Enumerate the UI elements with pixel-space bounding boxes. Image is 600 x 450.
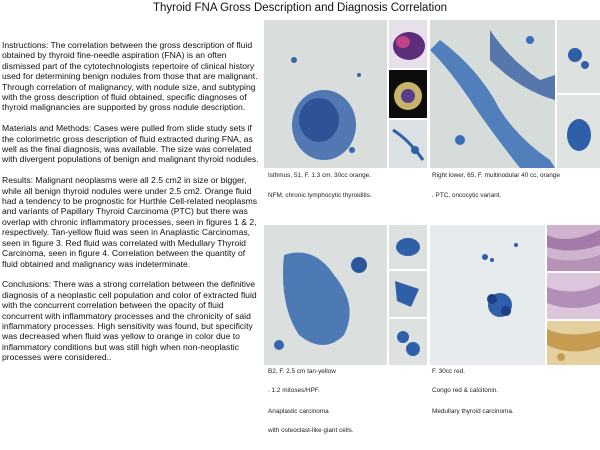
figure-3-inset-top (389, 225, 427, 269)
figure-4-inset-bottom (547, 321, 600, 365)
figure-3-caption-line-1: B2, F. 2.5 cm tan-yellow (268, 368, 336, 375)
figure-4-caption-line-2: Congo red & calcitonin. (432, 387, 499, 394)
figure-1-inset-middle (389, 70, 427, 118)
conclusions-paragraph: Conclusions: There was a strong correlation between the definitive diagnosis of a neoplastic cell population and color of extracted fluid with the concurrent correlation between the opacity of fluid concurrent with inflammatory processes and the chronicity of said inflammatory processes. High sensitivity was found, but specificity was decreased when fluid was yellow to orange in color due to inflammatory conditions but was still high when non-neoplastic processes were considered.. (2, 279, 257, 363)
figure-1-inset-top (389, 20, 427, 68)
figure-4-inset-middle (547, 273, 600, 319)
methods-paragraph: Materials and Methods: Cases were pulled from slide study sets if the colorimetric gross description of fluid extracted during FNA, as well as the final diagnosis, was available. The size was correlated with divergent populations of benign and malignant thyroid nodules. (2, 123, 259, 165)
results-paragraph: Results: Malignant neoplasms were all 2.5 cm2 in size or bigger, while all benign thyroid nodules were under 2.5 cm2. Orange fluid had a tendency to be prognostic for Hurthle Cell-related neoplasms and variants of Papillary Thyroid Carcinoma (PTC) but there was overlap with chronic inflammatory processes, seen in figures 1 & 2, respectively. Tan-yellow fluid was seen in Anaplastic Carcinomas, seen in figure 3. Red fluid was correlated with Medullary Thyroid Carcinoma, seen in figure 4. Correlation between the quantity of fluid obtained and malignancy was indeterminate. (2, 175, 258, 269)
figure-1-caption-line-1: Isthmus, 51, F. 1.3 cm. 30cc orange. (268, 172, 372, 179)
figure-2-inset-bottom (557, 95, 600, 168)
text-column (2, 40, 260, 373)
figure-2-main-micrograph (430, 20, 555, 168)
figure-3-main-micrograph (264, 225, 387, 365)
figure-4-caption-line-1: F. 30cc red. (432, 368, 466, 375)
figure-3-caption-line-4: with osteoclast-like giant cells. (268, 427, 354, 434)
figure-2-caption-line-1: Right lower, 65, F. multinodular 40 cc, orange (432, 172, 560, 179)
figure-1-main-micrograph (264, 20, 387, 168)
figure-3-caption-line-2: . 1.2 mitoses/HPF. (268, 387, 320, 394)
figure-3-inset-bottom (389, 319, 427, 365)
figure-4-caption-line-3: Medullary thyroid carcinoma. (432, 408, 514, 415)
figure-2-caption-line-2: . PTC, oncocytic variant. (432, 192, 502, 199)
figure-2-inset-top (557, 20, 600, 93)
figure-3-caption-line-3: Anaplastic carcinoma (268, 408, 329, 415)
figure-1-inset-bottom (389, 120, 427, 168)
poster-title: Thyroid FNA Gross Description and Diagnosis Correlation (152, 2, 447, 14)
figure-1-caption-line-2: NFM, chronic lymphocytic thyroiditis. (268, 192, 372, 199)
instructions-paragraph: Instructions: The correlation between the gross description of fluid obtained by thyroid fine-needle aspiration (FNA) is an often dismissed part of the cytotechnologists repertoire of clinical history used for determining benign nodules from those that are malignant. Through correlation of malignancy, with nodule size, and subtyping with the gross description of fluid obtained, specific diagnoses of thyroid malignancies are supported by gross nodule description. (2, 40, 258, 113)
figure-3-inset-middle (389, 271, 427, 317)
figure-4-inset-top (547, 225, 600, 271)
figure-4-main-micrograph (430, 225, 545, 365)
